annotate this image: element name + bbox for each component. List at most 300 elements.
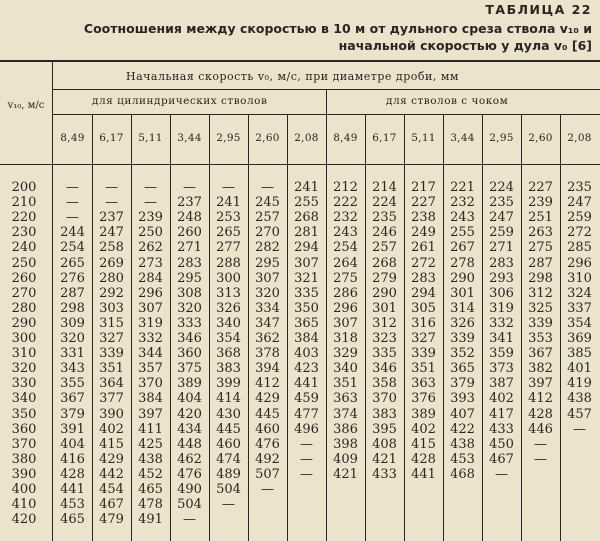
table-cell: 389 [411, 406, 436, 422]
table-cell: 353 [528, 331, 553, 346]
table-cell: 389 [177, 376, 202, 392]
table-cell: 235 [567, 180, 592, 195]
table-cell: 310 [567, 270, 592, 286]
table-cell: 324 [567, 285, 592, 301]
table-cell: 262 [138, 240, 163, 256]
table-cell: 383 [216, 361, 241, 377]
table-cell: 358 [372, 376, 397, 392]
v10-value: 260 [11, 270, 37, 286]
table-cell: — [66, 195, 79, 211]
table-cell: 312 [528, 285, 553, 301]
table-cell: 351 [333, 376, 358, 392]
group-cylinder-header: для цилиндрических стволов [92, 95, 268, 107]
table-cell: 442 [99, 466, 124, 482]
table-cell: 474 [216, 451, 241, 467]
table-cell: 327 [411, 331, 436, 346]
table-cell: 453 [450, 451, 475, 467]
table-cell: 320 [255, 285, 280, 301]
table-cell: 251 [528, 210, 553, 226]
diameter-header: 3,44 [177, 132, 202, 144]
table-cell: 292 [99, 285, 124, 301]
v10-value: 350 [11, 406, 37, 422]
v10-value: 310 [11, 346, 37, 362]
table-cell: 327 [99, 331, 124, 346]
diameter-header: 5,11 [411, 132, 436, 144]
table-cell: 395 [372, 421, 397, 437]
table-cell: 296 [333, 300, 358, 316]
table-cell: 318 [333, 331, 358, 346]
table-cell: 441 [411, 466, 436, 482]
table-cell: 398 [333, 436, 358, 452]
table-cell: — [222, 497, 235, 513]
table-cell: 412 [255, 376, 280, 392]
table-cell: — [144, 195, 157, 211]
table-cell: 421 [333, 466, 358, 482]
table-cell: 249 [411, 225, 436, 241]
table-cell: 386 [333, 421, 358, 437]
table-cell: 326 [450, 315, 475, 331]
table-cell: 445 [255, 406, 280, 422]
table-cell: 307 [255, 270, 280, 286]
table-cell: 283 [177, 255, 202, 271]
table-cell: — [105, 195, 118, 211]
table-cell: 316 [411, 315, 436, 331]
table-cell: 454 [99, 482, 124, 497]
table-cell: — [300, 451, 313, 467]
table-cell: 408 [372, 436, 397, 452]
table-cell: 383 [372, 406, 397, 422]
table-cell: 290 [372, 285, 397, 301]
table-cell: 339 [450, 331, 475, 346]
table-cell: — [573, 421, 586, 437]
table-cell: — [183, 512, 196, 528]
table-cell: 441 [60, 482, 85, 497]
table-cell: 265 [216, 225, 241, 241]
table-cell: 331 [60, 346, 85, 362]
table-cell: 285 [567, 240, 592, 256]
table-cell: 319 [489, 300, 514, 316]
table-cell: 307 [138, 300, 163, 316]
table-cell: 319 [138, 315, 163, 331]
table-cell: 245 [255, 195, 280, 211]
table-cell: 344 [138, 346, 163, 362]
table-cell: 460 [255, 421, 280, 437]
table-cell: 244 [60, 225, 85, 241]
table-cell: — [222, 180, 235, 195]
diameter-header: 2,08 [294, 132, 319, 144]
table-cell: 307 [294, 255, 319, 271]
table-cell: 402 [99, 421, 124, 437]
table-cell: 365 [294, 315, 319, 331]
diameter-header: 8,49 [333, 132, 358, 144]
table-cell: 309 [60, 315, 85, 331]
table-cell: 288 [216, 255, 241, 271]
table-cell: 259 [489, 225, 514, 241]
table-cell: 269 [99, 255, 124, 271]
table-cell: 445 [216, 421, 241, 437]
table-cell: 346 [372, 361, 397, 377]
table-cell: 465 [60, 512, 85, 528]
table-cell: 271 [177, 240, 202, 256]
table-cell: 214 [372, 180, 397, 195]
title-line-2: начальной скоростью у дула v₀ [6] [338, 38, 592, 53]
table-cell: 422 [450, 421, 475, 437]
table-cell: 278 [450, 255, 475, 271]
table-cell: 409 [333, 451, 358, 467]
table-cell: 365 [450, 361, 475, 377]
table-cell: 254 [60, 240, 85, 256]
table-cell: 412 [528, 391, 553, 407]
table-cell: 241 [294, 180, 319, 195]
table-cell: 352 [450, 346, 475, 362]
table-top-rule [0, 60, 600, 62]
table-cell: 496 [294, 421, 319, 437]
table-cell: 263 [528, 225, 553, 241]
v10-value: 210 [11, 195, 37, 211]
v10-value: 410 [11, 497, 37, 513]
table-cell: 397 [528, 376, 553, 392]
table-cell: 273 [138, 255, 163, 271]
table-cell: 339 [99, 346, 124, 362]
table-cell: 272 [567, 225, 592, 241]
table-cell: 275 [333, 270, 358, 286]
table-cell: 452 [138, 466, 163, 482]
table-cell: 264 [333, 255, 358, 271]
table-cell: 339 [528, 315, 553, 331]
table-cell: — [183, 180, 196, 195]
table-cell: 468 [450, 466, 475, 482]
table-cell: 250 [138, 225, 163, 241]
table-cell: 347 [255, 315, 280, 331]
table-cell: — [66, 180, 79, 195]
table-cell: 360 [177, 346, 202, 362]
table-cell: 333 [177, 315, 202, 331]
table-cell: 429 [255, 391, 280, 407]
table-cell: 307 [333, 315, 358, 331]
table-cell: 279 [372, 270, 397, 286]
title-line-1: Соотношения между скоростью в 10 м от дульного среза ствола v₁₀ и [83, 21, 592, 36]
table-cell: 301 [372, 300, 397, 316]
diameter-header: 2,08 [567, 132, 592, 144]
table-cell: 235 [372, 210, 397, 226]
v10-value: 290 [11, 315, 37, 331]
table-cell: 491 [138, 512, 163, 528]
table-cell: 298 [528, 270, 553, 286]
table-cell: 283 [489, 255, 514, 271]
table-cell: — [300, 466, 313, 482]
table-cell: 332 [138, 331, 163, 346]
diameter-header: 3,44 [450, 132, 475, 144]
table-cell: 368 [216, 346, 241, 362]
table-cell: 373 [489, 361, 514, 377]
table-cell: 457 [567, 406, 592, 422]
table-cell: 417 [489, 406, 514, 422]
table-cell: 416 [60, 451, 85, 467]
table-cell: 402 [411, 421, 436, 437]
table-cell: 284 [138, 270, 163, 286]
table-cell: 268 [372, 255, 397, 271]
table-cell: 384 [138, 391, 163, 407]
table-cell: 354 [216, 331, 241, 346]
table-cell: 391 [60, 421, 85, 437]
table-cell: 287 [60, 285, 85, 301]
table-cell: 421 [372, 451, 397, 467]
table-cell: 492 [255, 451, 280, 467]
table-cell: 217 [411, 180, 436, 195]
table-cell: 277 [216, 240, 241, 256]
table-cell: 377 [99, 391, 124, 407]
table-title [72, 20, 592, 54]
table-cell: 465 [138, 482, 163, 497]
table-cell: 320 [177, 300, 202, 316]
table-cell: 385 [567, 346, 592, 362]
table-cell: 326 [216, 300, 241, 316]
table-cell: 305 [411, 300, 436, 316]
table-cell: 414 [216, 391, 241, 407]
table-cell: 384 [294, 331, 319, 346]
table-cell: 423 [294, 361, 319, 377]
table-cell: 415 [411, 436, 436, 452]
v10-value: 300 [11, 331, 37, 346]
table-cell: 296 [138, 285, 163, 301]
table-cell: 370 [372, 391, 397, 407]
table-cell: 295 [255, 255, 280, 271]
table-cell: 390 [99, 406, 124, 422]
table-cell: 376 [411, 391, 436, 407]
v10-value: 270 [11, 285, 37, 301]
table-cell: 394 [255, 361, 280, 377]
table-cell: 489 [216, 466, 241, 482]
table-cell: 438 [138, 451, 163, 467]
table-cell: — [534, 451, 547, 467]
table-cell: 224 [372, 195, 397, 211]
table-cell: 359 [489, 346, 514, 362]
table-cell: 308 [177, 285, 202, 301]
table-cell: — [300, 436, 313, 452]
table-cell: 378 [255, 346, 280, 362]
table-cell: 253 [216, 210, 241, 226]
table-cell: 411 [138, 421, 163, 437]
table-cell: 367 [60, 391, 85, 407]
table-cell: 438 [567, 391, 592, 407]
table-cell: 399 [216, 376, 241, 392]
table-cell: 267 [450, 240, 475, 256]
table-cell: 270 [255, 225, 280, 241]
v10-value: 230 [11, 225, 37, 241]
table-cell: 221 [450, 180, 475, 195]
table-cell: 404 [177, 391, 202, 407]
table-cell: 325 [528, 300, 553, 316]
table-cell: 237 [99, 210, 124, 226]
table-cell: 313 [216, 285, 241, 301]
v10-column-header: v₁₀, м/с [7, 100, 45, 111]
table-cell: 239 [528, 195, 553, 211]
table-cell: 397 [138, 406, 163, 422]
v10-value: 370 [11, 436, 37, 452]
table-cell: 350 [294, 300, 319, 316]
table-cell: 238 [411, 210, 436, 226]
table-cell: — [144, 180, 157, 195]
table-cell: 351 [99, 361, 124, 377]
table-cell: 334 [255, 300, 280, 316]
table-cell: 430 [216, 406, 241, 422]
table-cell: 374 [333, 406, 358, 422]
v10-value: 240 [11, 240, 37, 256]
table-cell: — [534, 436, 547, 452]
table-cell: 438 [450, 436, 475, 452]
table-cell: 363 [411, 376, 436, 392]
table-cell: 346 [177, 331, 202, 346]
table-cell: 354 [567, 315, 592, 331]
table-cell: 467 [489, 451, 514, 467]
table-cell: 507 [255, 466, 280, 482]
diameter-header: 8,49 [60, 132, 85, 144]
table-cell: 257 [255, 210, 280, 226]
v10-value: 280 [11, 300, 37, 316]
table-cell: 433 [489, 421, 514, 437]
table-cell: 428 [411, 451, 436, 467]
table-cell: 295 [177, 270, 202, 286]
table-cell: 301 [450, 285, 475, 301]
table-cell: 232 [450, 195, 475, 211]
table-cell: 261 [411, 240, 436, 256]
table-cell: 332 [489, 315, 514, 331]
table-cell: 460 [216, 436, 241, 452]
table-cell: 272 [411, 255, 436, 271]
table-cell: 222 [333, 195, 358, 211]
v10-value: 420 [11, 512, 37, 528]
table-cell: 375 [177, 361, 202, 377]
diameter-header: 2,60 [255, 132, 280, 144]
table-cell: 286 [333, 285, 358, 301]
table-cell: 306 [489, 285, 514, 301]
table-cell: 341 [489, 331, 514, 346]
table-cell: 248 [177, 210, 202, 226]
table-cell: 462 [177, 451, 202, 467]
table-cell: 420 [177, 406, 202, 422]
table-cell: 340 [216, 315, 241, 331]
v10-value: 200 [11, 180, 37, 195]
table-cell: 428 [60, 466, 85, 482]
v10-value: 360 [11, 421, 37, 437]
table-cell: 290 [450, 270, 475, 286]
table-cell: 282 [255, 240, 280, 256]
table-cell: 504 [216, 482, 241, 497]
table-cell: 370 [138, 376, 163, 392]
table-cell: 478 [138, 497, 163, 513]
diameter-header: 2,95 [216, 132, 241, 144]
table-cell: 340 [333, 361, 358, 377]
table-cell: 232 [333, 210, 358, 226]
table-cell: 379 [60, 406, 85, 422]
diameter-header: 6,17 [99, 132, 124, 144]
table-cell: 357 [138, 361, 163, 377]
table-cell: 404 [60, 436, 85, 452]
table-cell: 300 [216, 270, 241, 286]
table-cell: 281 [294, 225, 319, 241]
table-cell: 434 [177, 421, 202, 437]
table-cell: 243 [450, 210, 475, 226]
table-cell: 246 [372, 225, 397, 241]
table-cell: — [261, 180, 274, 195]
v10-value: 380 [11, 451, 37, 467]
table-cell: 303 [99, 300, 124, 316]
table-cell: 476 [177, 466, 202, 482]
table-cell: 260 [177, 225, 202, 241]
table-cell: 321 [294, 270, 319, 286]
v10-value: 220 [11, 210, 37, 226]
v10-value: 250 [11, 255, 37, 271]
table-cell: 235 [489, 195, 514, 211]
table-cell: 367 [528, 346, 553, 362]
table-cell: 429 [99, 451, 124, 467]
table-cell: 268 [294, 210, 319, 226]
table-cell: 379 [450, 376, 475, 392]
table-cell: 287 [528, 255, 553, 271]
table-cell: 276 [60, 270, 85, 286]
table-cell: 343 [60, 361, 85, 377]
table-cell: 335 [372, 346, 397, 362]
table-cell: 271 [489, 240, 514, 256]
table-cell: 323 [372, 331, 397, 346]
diameter-header: 2,60 [528, 132, 553, 144]
table-cell: 335 [294, 285, 319, 301]
table-cell: 403 [294, 346, 319, 362]
table-cell: 355 [60, 376, 85, 392]
table-cell: 490 [177, 482, 202, 497]
table-cell: — [261, 482, 274, 497]
table-cell: — [66, 210, 79, 226]
table-cell: 254 [333, 240, 358, 256]
table-cell: 402 [489, 391, 514, 407]
v10-value: 320 [11, 361, 37, 377]
table-cell: 441 [294, 376, 319, 392]
table-cell: 294 [294, 240, 319, 256]
table-cell: 407 [450, 406, 475, 422]
table-cell: — [495, 466, 508, 482]
table-cell: 224 [489, 180, 514, 195]
table-cell: 393 [450, 391, 475, 407]
table-cell: 401 [567, 361, 592, 377]
table-cell: 255 [294, 195, 319, 211]
table-cell: 294 [411, 285, 436, 301]
diameter-header: 2,95 [489, 132, 514, 144]
table-cell: 314 [450, 300, 475, 316]
group-choke-header: для стволов с чоком [386, 95, 509, 107]
table-cell: 453 [60, 497, 85, 513]
table-cell: 212 [333, 180, 358, 195]
table-cell: 247 [99, 225, 124, 241]
table-cell: 293 [489, 270, 514, 286]
table-cell: 227 [528, 180, 553, 195]
table-cell: 227 [411, 195, 436, 211]
table-cell: 476 [255, 436, 280, 452]
table-cell: 312 [372, 315, 397, 331]
table-cell: 363 [333, 391, 358, 407]
table-cell: 339 [411, 346, 436, 362]
v10-value: 390 [11, 466, 37, 482]
table-cell: 258 [99, 240, 124, 256]
table-cell: 459 [294, 391, 319, 407]
table-cell: 450 [489, 436, 514, 452]
table-cell: 479 [99, 512, 124, 528]
table-cell: 239 [138, 210, 163, 226]
table-cell: 241 [216, 195, 241, 211]
table-cell: 351 [411, 361, 436, 377]
table-cell: 320 [60, 331, 85, 346]
table-cell: 448 [177, 436, 202, 452]
table-cell: 369 [567, 331, 592, 346]
